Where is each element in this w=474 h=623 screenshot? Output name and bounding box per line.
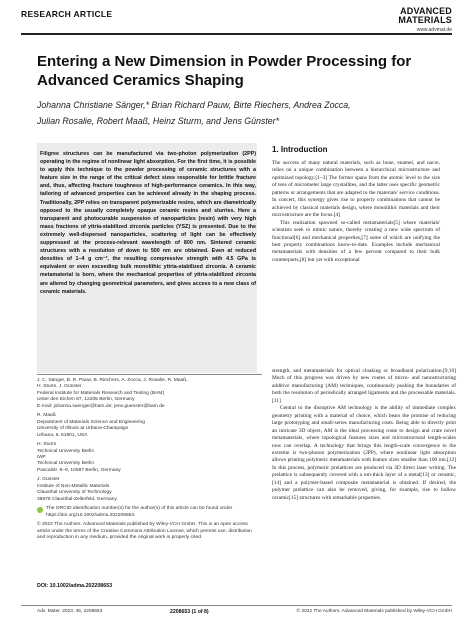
- affil-line: Department of Materials Science and Engineering: [37, 419, 145, 425]
- affil-email[interactable]: E-mail: johanna.saenger@bam.de; jens.guenster@bam.de: [37, 403, 165, 409]
- footer-divider: [21, 605, 452, 606]
- affil-line: 38678 Clausthal-Zellerfeld, Germany: [37, 496, 117, 502]
- logo-line-1: ADVANCED: [400, 6, 452, 16]
- affil-line: University of Illinois at Urbana-Champaign: [37, 426, 129, 432]
- affil-line: Technical University Berlin: [37, 448, 95, 454]
- logo-line-2: MATERIALS: [398, 15, 452, 25]
- intro-paragraph-1: The success of many natural materials, such as bone, enamel, and nacre, relies on a unique combination between a hierarchical microstructure and optimized topology.[1–3] The former spans from the atomic level to the size of tens of micrometer large crystallites, and the latter uses specific geometric patterns or arrangements that are adapted to the materials' service conditions. In concert, this synergy gives rise to property combinations that cannot be achieved by classical materials design, where monolithic materials and their microstructure are the focus.[4]: [272, 160, 440, 219]
- journal-logo[interactable]: [398, 7, 452, 33]
- affiliation-divider: [37, 374, 262, 375]
- footer-journal-citation: Adv. Mater. 2023, 35, 2208653: [37, 609, 103, 614]
- article-title: Entering a New Dimension in Powder Processing for Advanced Ceramics Shaping: [37, 53, 412, 89]
- affiliations-block: [37, 378, 259, 541]
- affil-line: Federal Institute for Materials Research and Testing (BAM): [37, 390, 165, 396]
- license-text: © 2022 The Authors. Advanced Materials published by Wiley-VCH GmbH. This is an open access article under the terms of the Creative Commons Attribution License, which permits use, distribution and reproduction in any medium, provided the original work is properly cited.: [37, 522, 253, 540]
- orcid-icon[interactable]: [37, 507, 43, 513]
- author-list: [37, 97, 457, 129]
- article-type-label: RESEARCH ARTICLE: [21, 9, 113, 19]
- affil-line: Clausthal University of Technology: [37, 490, 112, 496]
- affil-line: H. Sturm: [37, 442, 57, 448]
- footer-copyright: © 2022 The Authors. Advanced Materials published by Wiley-VCH GmbH: [296, 609, 452, 614]
- orcid-note-text: The ORCID identification number(s) for the author(s) of this article can be found under https://doi.org/10.1002/adma.202208653.: [46, 506, 233, 518]
- orcid-note: [37, 506, 259, 519]
- abstract-text: Filigree structures can be manufactured via two-photon polymerization (2PP) operating in the regime of nonlinear light absorption. For the first time, it is possible to apply this technique to the powder processing of ceramic structures with a feature size in the range of the critical defect sizes responsible for brittle fracture and, thus, affecting fracture toughness of high-performance ceramics. In this way, tailoring of advanced properties can be achieved already in the shaping process. Traditionally, 2PP relies on transparent polymerizable resins, which are diametrically opposed to the usually completely opaque ceramic resins and slurries. Here a transparent and photocurable suspension of nanoparticles (resin) with very high mass fractions of yttria-stabilized zirconia particles (YSZ) is presented. Due to the extremely well-dispersed nanoparticles, scattering of light can be effectively suppressed at the process-relevant wavelength of 800 nm. Sintered ceramic structures with a resolution of down to 500 nm are obtained. Even at reduced densities of 1–4 g cm⁻³, the resulting compressive strength with 4.5 GPa is equivalent or even exceeding bulk monolithic yttria-stabilized zirconia. A ceramic metamaterial is born, where the mechanical properties of yttria-stabilized zirconia are altered by changing geometrical parameters, and gives access to a new class of ceramic materials.: [40, 151, 256, 295]
- affil-line: Pascalstr. 8–9, 10587 Berlin, Germany: [37, 467, 121, 473]
- doi-link[interactable]: DOI: 10.1002/adma.202208653: [37, 583, 113, 589]
- journal-url[interactable]: www.advmat.de: [416, 27, 452, 33]
- affil-line: Unter den Eichen 87, 12205 Berlin, Germany: [37, 397, 135, 403]
- cont-paragraph-2: Central to the disruptive AM technology is the ability of immediate complex geometry printing with a material of choice, which bears the promise of reducing large prototyping and small-series manufacturing costs. Being able to directly print an intricate 3D object, AM is the ideal processing route to design and crate novel metamaterials, where topological features sizes and microstructural length-scales now can overlap. A technology that brings this length-scale convergence to the extreme is two-photon polymerization (2PP), where nonlinear light absorption allows printing polymeric metamaterials with feature sizes smaller than 100 nm.[12] In this process, polymeric prelattices are produced via 3D direct laser writing. The prelattice is subsequently covered with a nm-thick layer of a metal[13] or ceramic,[14] and a polymer-based composite metamaterial is obtained. If desired, the polymer prelattice can also be removed, giving, for example, rise to hollow ceramic[15] structures with remarkable properties.: [272, 405, 456, 501]
- affil-line: J. C. Sänger, B. R. Pauw, B. Riechers, A. Zocca, J. Rosalie, R. Maaß,: [37, 378, 188, 383]
- cont-paragraph-1: strength, and metamaterials for optical cloaking or broadband polarization.[9,10] Much of this progress was driven by new routes of micro- and nanostructuring additive manufacturing (AM) techniques, continuously pushing the boundaries of both the resolution of periodically arranged ligaments and the processable materials.[11]: [272, 368, 456, 404]
- affil-line: H. Sturm, J. Günster: [37, 384, 82, 390]
- second-column-continuation: [272, 368, 456, 502]
- authors-line-1: Johanna Christiane Sänger,* Brian Richard Pauw, Birte Riechers, Andrea Zocca,: [37, 100, 351, 110]
- header-divider: [21, 33, 452, 35]
- affil-line: Technical University Berlin: [37, 461, 95, 467]
- section-heading-introduction: 1. Introduction: [272, 145, 328, 154]
- affil-line: Urbana, IL 61801, USA: [37, 432, 88, 438]
- authors-line-2: Julian Rosalie, Robert Maaß, Heinz Sturm, and Jens Günster*: [37, 116, 280, 126]
- affil-line: Institute of Non-Metallic Materials: [37, 483, 110, 489]
- affil-line: R. Maaß: [37, 413, 56, 419]
- intro-paragraph-2: This realization spawned so-called metamaterials[5] where materials' scientists seek to mimic nature, thereby creating a new wide spectrum of functional[6] and mechanical properties,[7] some of which are unifying the best property combinations know-to-date. Examples include mechanical metamaterials with densities of a few percent compared to their bulk counterparts,[8] but yet with exceptional: [272, 219, 440, 263]
- introduction-column: [272, 160, 440, 264]
- footer-page-number: 2208653 (1 of 8): [170, 609, 209, 615]
- affil-line: IWF: [37, 454, 46, 460]
- affil-line: J. Günster: [37, 477, 60, 483]
